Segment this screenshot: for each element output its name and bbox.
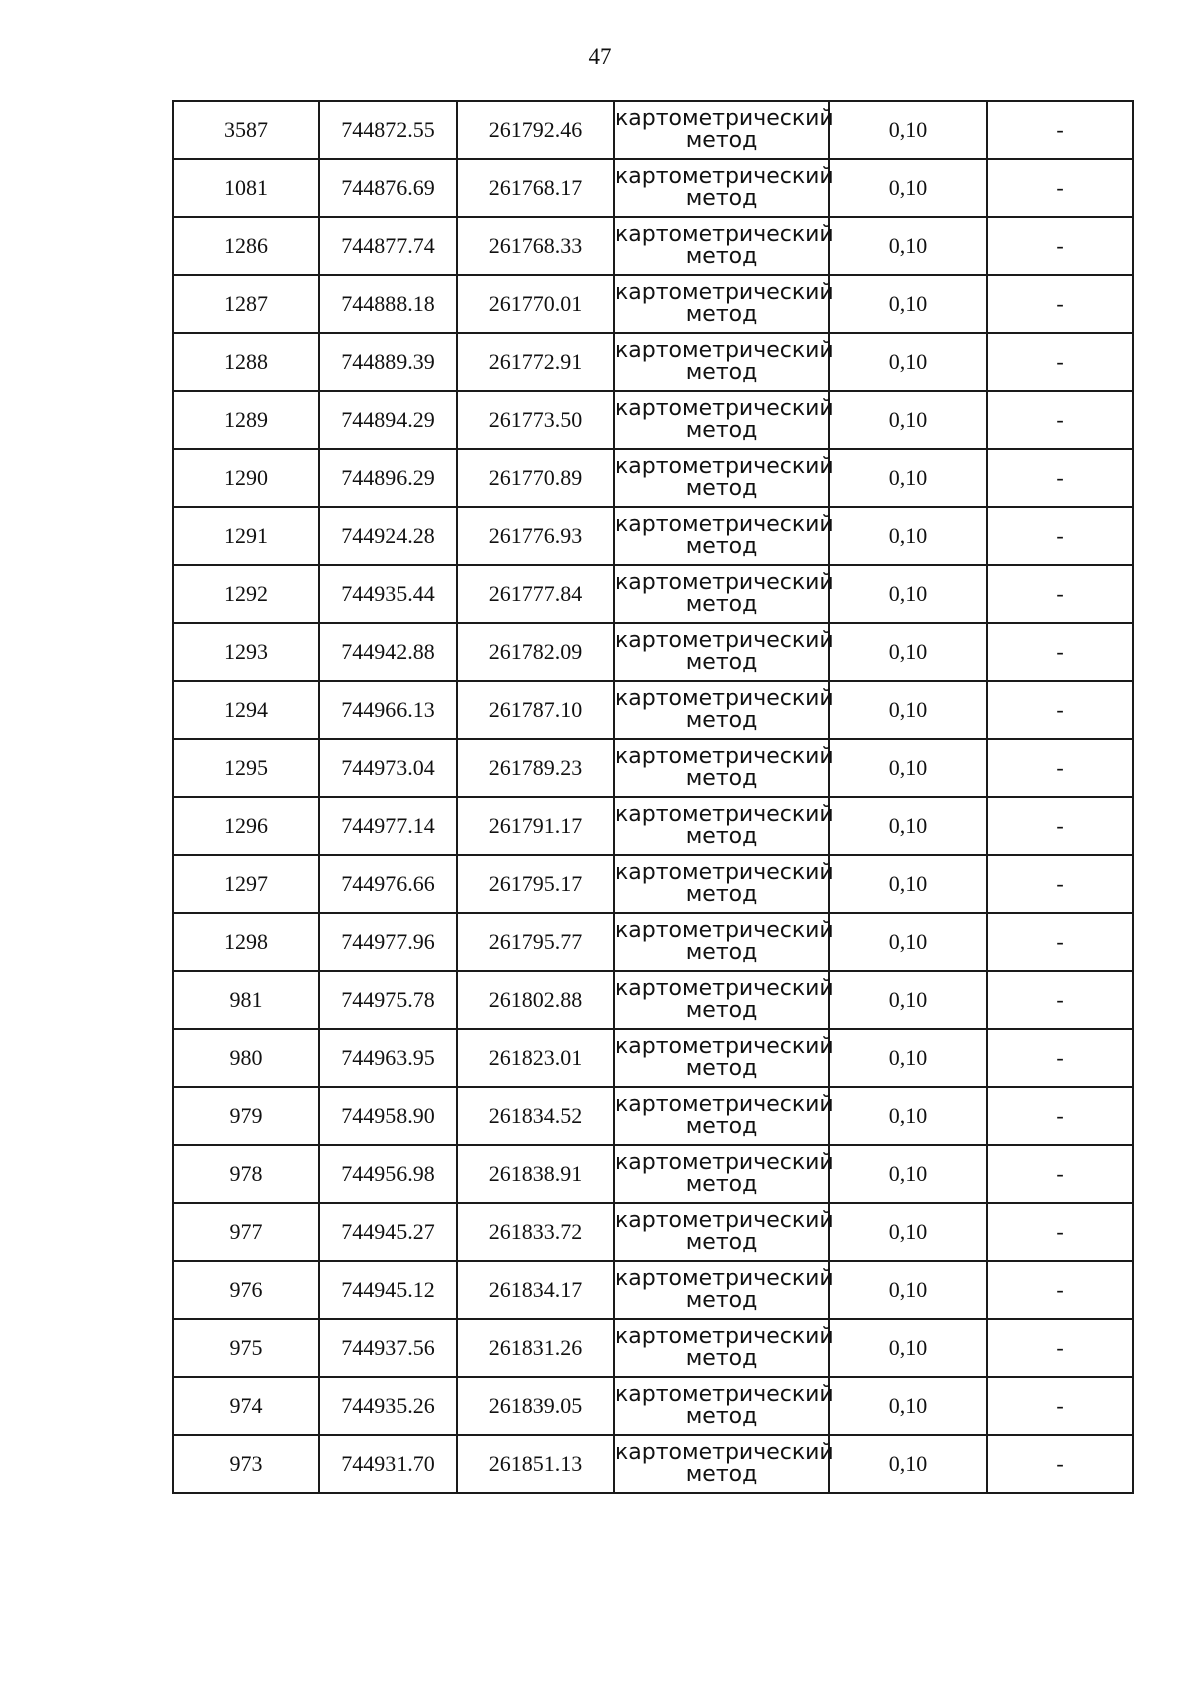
x-coordinate-cell: 744945.12 xyxy=(319,1261,457,1319)
method-cell xyxy=(614,1377,834,1435)
method-line-1: картометрический xyxy=(615,860,834,885)
method-line-2: метод xyxy=(685,766,758,791)
accuracy-cell: 0,10 xyxy=(829,449,987,507)
point-number-cell: 981 xyxy=(173,971,319,1029)
method-cell xyxy=(614,797,834,855)
point-number-cell: 1291 xyxy=(173,507,319,565)
accuracy-cell: 0,10 xyxy=(829,1203,987,1261)
method-cell xyxy=(614,913,834,971)
method-line-2: метод xyxy=(685,1346,758,1371)
method-cell xyxy=(614,565,834,623)
note-cell: - xyxy=(987,391,1133,449)
point-number-cell: 974 xyxy=(173,1377,319,1435)
point-number-cell: 1292 xyxy=(173,565,319,623)
method-cell xyxy=(614,855,834,913)
table-row xyxy=(173,391,1133,449)
x-coordinate-cell: 744896.29 xyxy=(319,449,457,507)
x-coordinate-cell: 744973.04 xyxy=(319,739,457,797)
table-row xyxy=(173,681,1133,739)
note-cell: - xyxy=(987,681,1133,739)
point-number-cell: 1294 xyxy=(173,681,319,739)
method-line-1: картометрический xyxy=(615,280,834,305)
point-number-cell: 1295 xyxy=(173,739,319,797)
y-coordinate-cell: 261795.77 xyxy=(457,913,614,971)
method-line-1: картометрический xyxy=(615,222,834,247)
note-cell: - xyxy=(987,1261,1133,1319)
note-cell: - xyxy=(987,1435,1133,1493)
method-line-2: метод xyxy=(685,360,758,385)
method-line-1: картометрический xyxy=(615,628,834,653)
point-number-cell: 976 xyxy=(173,1261,319,1319)
page-number: 47 xyxy=(588,44,612,69)
accuracy-cell: 0,10 xyxy=(829,159,987,217)
method-line-2: метод xyxy=(685,418,758,443)
y-coordinate-cell: 261787.10 xyxy=(457,681,614,739)
y-coordinate-cell: 261834.52 xyxy=(457,1087,614,1145)
point-number-cell: 1287 xyxy=(173,275,319,333)
point-number-cell: 979 xyxy=(173,1087,319,1145)
table-row xyxy=(173,275,1133,333)
table-row xyxy=(173,449,1133,507)
method-line-2: метод xyxy=(685,302,758,327)
table-row xyxy=(173,971,1133,1029)
method-line-2: метод xyxy=(685,1404,758,1429)
point-number-cell: 1286 xyxy=(173,217,319,275)
method-cell xyxy=(614,1261,834,1319)
y-coordinate-cell: 261789.23 xyxy=(457,739,614,797)
point-number-cell: 1297 xyxy=(173,855,319,913)
method-line-1: картометрический xyxy=(615,570,834,595)
y-coordinate-cell: 261773.50 xyxy=(457,391,614,449)
note-cell: - xyxy=(987,913,1133,971)
accuracy-cell: 0,10 xyxy=(829,681,987,739)
table-row xyxy=(173,913,1133,971)
note-cell: - xyxy=(987,507,1133,565)
table-row xyxy=(173,159,1133,217)
method-cell xyxy=(614,275,834,333)
accuracy-cell: 0,10 xyxy=(829,1435,987,1493)
x-coordinate-cell: 744877.74 xyxy=(319,217,457,275)
coordinates-table-body xyxy=(173,101,1133,1493)
table-row xyxy=(173,1319,1133,1377)
x-coordinate-cell: 744963.95 xyxy=(319,1029,457,1087)
method-cell xyxy=(614,1029,834,1087)
method-cell xyxy=(614,391,834,449)
table-row xyxy=(173,507,1133,565)
method-line-1: картометрический xyxy=(615,744,834,769)
note-cell: - xyxy=(987,275,1133,333)
method-cell xyxy=(614,333,834,391)
method-line-1: картометрический xyxy=(615,976,834,1001)
point-number-cell: 1289 xyxy=(173,391,319,449)
table-row xyxy=(173,1377,1133,1435)
y-coordinate-cell: 261768.17 xyxy=(457,159,614,217)
method-line-2: метод xyxy=(685,1462,758,1487)
y-coordinate-cell: 261777.84 xyxy=(457,565,614,623)
method-line-1: картометрический xyxy=(615,454,834,479)
y-coordinate-cell: 261795.17 xyxy=(457,855,614,913)
method-line-2: метод xyxy=(685,244,758,269)
coordinates-table xyxy=(172,100,1134,1494)
method-line-2: метод xyxy=(685,1288,758,1313)
accuracy-cell: 0,10 xyxy=(829,101,987,159)
table-row xyxy=(173,623,1133,681)
method-cell xyxy=(614,101,834,159)
x-coordinate-cell: 744876.69 xyxy=(319,159,457,217)
note-cell: - xyxy=(987,1029,1133,1087)
accuracy-cell: 0,10 xyxy=(829,797,987,855)
y-coordinate-cell: 261833.72 xyxy=(457,1203,614,1261)
method-line-2: метод xyxy=(685,1114,758,1139)
method-line-2: метод xyxy=(685,128,758,153)
accuracy-cell: 0,10 xyxy=(829,1087,987,1145)
accuracy-cell: 0,10 xyxy=(829,1377,987,1435)
note-cell: - xyxy=(987,1145,1133,1203)
y-coordinate-cell: 261823.01 xyxy=(457,1029,614,1087)
table-row xyxy=(173,1261,1133,1319)
method-line-1: картометрический xyxy=(615,802,834,827)
x-coordinate-cell: 744975.78 xyxy=(319,971,457,1029)
accuracy-cell: 0,10 xyxy=(829,913,987,971)
method-line-1: картометрический xyxy=(615,512,834,537)
y-coordinate-cell: 261851.13 xyxy=(457,1435,614,1493)
table-row xyxy=(173,1203,1133,1261)
method-cell xyxy=(614,623,834,681)
x-coordinate-cell: 744977.14 xyxy=(319,797,457,855)
table-row xyxy=(173,1029,1133,1087)
method-cell xyxy=(614,449,834,507)
method-line-1: картометрический xyxy=(615,1266,834,1291)
point-number-cell: 1081 xyxy=(173,159,319,217)
accuracy-cell: 0,10 xyxy=(829,507,987,565)
x-coordinate-cell: 744977.96 xyxy=(319,913,457,971)
method-line-2: метод xyxy=(685,534,758,559)
x-coordinate-cell: 744889.39 xyxy=(319,333,457,391)
accuracy-cell: 0,10 xyxy=(829,391,987,449)
table-row xyxy=(173,739,1133,797)
table-row xyxy=(173,1087,1133,1145)
y-coordinate-cell: 261838.91 xyxy=(457,1145,614,1203)
note-cell: - xyxy=(987,797,1133,855)
table-row xyxy=(173,855,1133,913)
x-coordinate-cell: 744942.88 xyxy=(319,623,457,681)
method-cell xyxy=(614,739,834,797)
y-coordinate-cell: 261782.09 xyxy=(457,623,614,681)
point-number-cell: 1296 xyxy=(173,797,319,855)
y-coordinate-cell: 261834.17 xyxy=(457,1261,614,1319)
method-line-2: метод xyxy=(685,186,758,211)
accuracy-cell: 0,10 xyxy=(829,333,987,391)
method-line-1: картометрический xyxy=(615,106,834,131)
method-line-2: метод xyxy=(685,650,758,675)
point-number-cell: 1293 xyxy=(173,623,319,681)
x-coordinate-cell: 744924.28 xyxy=(319,507,457,565)
accuracy-cell: 0,10 xyxy=(829,217,987,275)
method-cell xyxy=(614,507,834,565)
note-cell: - xyxy=(987,971,1133,1029)
point-number-cell: 980 xyxy=(173,1029,319,1087)
y-coordinate-cell: 261770.89 xyxy=(457,449,614,507)
accuracy-cell: 0,10 xyxy=(829,623,987,681)
method-line-2: метод xyxy=(685,1172,758,1197)
note-cell: - xyxy=(987,855,1133,913)
point-number-cell: 1288 xyxy=(173,333,319,391)
x-coordinate-cell: 744935.26 xyxy=(319,1377,457,1435)
x-coordinate-cell: 744966.13 xyxy=(319,681,457,739)
method-line-1: картометрический xyxy=(615,1208,834,1233)
method-line-2: метод xyxy=(685,998,758,1023)
y-coordinate-cell: 261839.05 xyxy=(457,1377,614,1435)
x-coordinate-cell: 744956.98 xyxy=(319,1145,457,1203)
note-cell: - xyxy=(987,1319,1133,1377)
accuracy-cell: 0,10 xyxy=(829,1029,987,1087)
table-row xyxy=(173,1145,1133,1203)
table-row xyxy=(173,797,1133,855)
y-coordinate-cell: 261831.26 xyxy=(457,1319,614,1377)
table-row xyxy=(173,1435,1133,1493)
method-line-2: метод xyxy=(685,708,758,733)
note-cell: - xyxy=(987,1087,1133,1145)
method-cell xyxy=(614,217,834,275)
method-cell xyxy=(614,1203,834,1261)
accuracy-cell: 0,10 xyxy=(829,275,987,333)
method-cell xyxy=(614,681,834,739)
point-number-cell: 1298 xyxy=(173,913,319,971)
method-line-2: метод xyxy=(685,476,758,501)
y-coordinate-cell: 261770.01 xyxy=(457,275,614,333)
method-line-1: картометрический xyxy=(615,1382,834,1407)
method-line-1: картометрический xyxy=(615,1092,834,1117)
method-line-1: картометрический xyxy=(615,338,834,363)
method-line-1: картометрический xyxy=(615,1034,834,1059)
method-cell xyxy=(614,1319,834,1377)
accuracy-cell: 0,10 xyxy=(829,1145,987,1203)
method-line-2: метод xyxy=(685,1056,758,1081)
method-line-1: картометрический xyxy=(615,1324,834,1349)
accuracy-cell: 0,10 xyxy=(829,971,987,1029)
accuracy-cell: 0,10 xyxy=(829,565,987,623)
x-coordinate-cell: 744976.66 xyxy=(319,855,457,913)
note-cell: - xyxy=(987,333,1133,391)
method-line-1: картометрический xyxy=(615,1440,834,1465)
table-row xyxy=(173,333,1133,391)
table-row xyxy=(173,217,1133,275)
point-number-cell: 3587 xyxy=(173,101,319,159)
note-cell: - xyxy=(987,449,1133,507)
y-coordinate-cell: 261776.93 xyxy=(457,507,614,565)
accuracy-cell: 0,10 xyxy=(829,1319,987,1377)
method-line-2: метод xyxy=(685,824,758,849)
method-cell xyxy=(614,159,834,217)
x-coordinate-cell: 744894.29 xyxy=(319,391,457,449)
table-row xyxy=(173,565,1133,623)
x-coordinate-cell: 744945.27 xyxy=(319,1203,457,1261)
table-row xyxy=(173,101,1133,159)
note-cell: - xyxy=(987,623,1133,681)
method-line-1: картометрический xyxy=(615,164,834,189)
y-coordinate-cell: 261768.33 xyxy=(457,217,614,275)
method-line-2: метод xyxy=(685,592,758,617)
method-line-1: картометрический xyxy=(615,918,834,943)
method-cell xyxy=(614,1145,834,1203)
point-number-cell: 977 xyxy=(173,1203,319,1261)
method-cell xyxy=(614,1087,834,1145)
method-line-1: картометрический xyxy=(615,1150,834,1175)
x-coordinate-cell: 744937.56 xyxy=(319,1319,457,1377)
note-cell: - xyxy=(987,1203,1133,1261)
method-line-1: картометрический xyxy=(615,686,834,711)
note-cell: - xyxy=(987,739,1133,797)
y-coordinate-cell: 261772.91 xyxy=(457,333,614,391)
note-cell: - xyxy=(987,101,1133,159)
method-line-2: метод xyxy=(685,882,758,907)
note-cell: - xyxy=(987,1377,1133,1435)
point-number-cell: 978 xyxy=(173,1145,319,1203)
x-coordinate-cell: 744935.44 xyxy=(319,565,457,623)
method-line-1: картометрический xyxy=(615,396,834,421)
note-cell: - xyxy=(987,159,1133,217)
method-line-2: метод xyxy=(685,940,758,965)
method-cell xyxy=(614,971,834,1029)
note-cell: - xyxy=(987,217,1133,275)
method-cell xyxy=(614,1435,834,1493)
accuracy-cell: 0,10 xyxy=(829,1261,987,1319)
x-coordinate-cell: 744958.90 xyxy=(319,1087,457,1145)
point-number-cell: 973 xyxy=(173,1435,319,1493)
note-cell: - xyxy=(987,565,1133,623)
y-coordinate-cell: 261802.88 xyxy=(457,971,614,1029)
x-coordinate-cell: 744888.18 xyxy=(319,275,457,333)
accuracy-cell: 0,10 xyxy=(829,855,987,913)
x-coordinate-cell: 744931.70 xyxy=(319,1435,457,1493)
y-coordinate-cell: 261791.17 xyxy=(457,797,614,855)
y-coordinate-cell: 261792.46 xyxy=(457,101,614,159)
point-number-cell: 975 xyxy=(173,1319,319,1377)
x-coordinate-cell: 744872.55 xyxy=(319,101,457,159)
method-line-2: метод xyxy=(685,1230,758,1255)
accuracy-cell: 0,10 xyxy=(829,739,987,797)
point-number-cell: 1290 xyxy=(173,449,319,507)
